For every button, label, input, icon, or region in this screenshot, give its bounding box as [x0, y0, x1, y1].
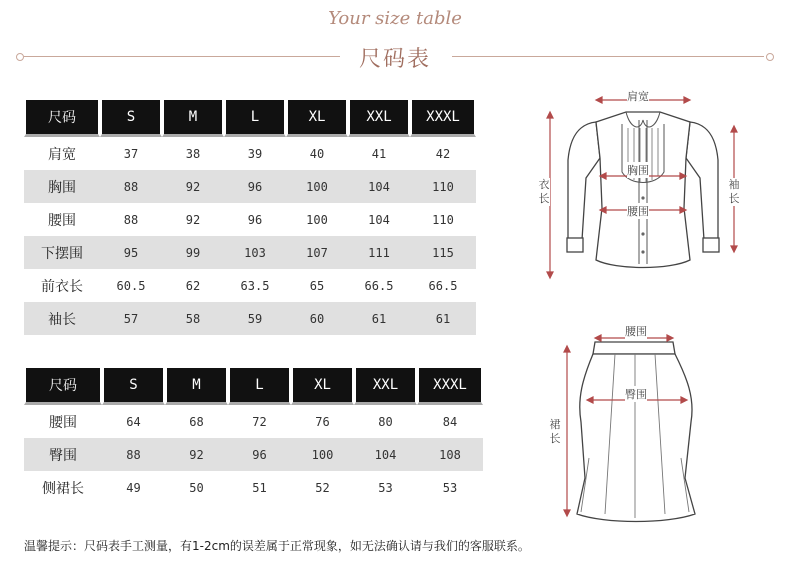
column-header: S: [100, 98, 162, 137]
table-row: [24, 302, 476, 335]
table-cell: 110: [432, 212, 454, 227]
table-cell: 96: [228, 438, 291, 471]
table-cell: 95: [100, 236, 162, 269]
table-cell: 53: [442, 480, 458, 495]
divider-right: [452, 56, 764, 57]
table-cell: 40: [309, 146, 325, 161]
table-cell: 104: [368, 212, 390, 227]
shirt-waist-label: 腰围: [627, 205, 649, 218]
footer-note: 温馨提示：尺码表手工测量，有1-2cm的误差属于正常现象，如无法确认请与我们的客服联系。: [24, 539, 530, 553]
table-cell: 39: [247, 146, 263, 161]
table-cell: 64: [126, 414, 141, 429]
skirt-waistband: [593, 342, 675, 354]
table-cell: 66.5: [364, 278, 394, 293]
table-cell: 76: [315, 414, 330, 429]
table-cell: 96: [224, 170, 286, 203]
skirt-waist-label: 腰围: [625, 325, 647, 338]
table-row: [24, 236, 476, 269]
column-header: L: [228, 366, 291, 405]
table-cell: 92: [185, 212, 201, 227]
divider-left: [24, 56, 340, 57]
table-cell: 68: [189, 414, 204, 429]
shirt-right-cuff: [703, 238, 719, 252]
table-cell: 57: [100, 302, 162, 335]
table-cell: 88: [102, 438, 165, 471]
column-header: XXXL: [417, 366, 483, 405]
page-title: 尺码表: [358, 47, 431, 72]
row-label: 肩宽: [48, 146, 76, 163]
shirt-sleeve-label: 袖长: [728, 178, 740, 205]
row-label: 前衣长: [41, 278, 83, 295]
table-cell: 50: [189, 480, 204, 495]
table-row: [24, 203, 476, 236]
shirt-chest-label: 胸围: [627, 164, 649, 177]
table-cell: 104: [348, 170, 410, 203]
table-header-row: [24, 366, 483, 405]
column-header: 尺码: [24, 366, 102, 405]
table-cell: 61: [348, 302, 410, 335]
table-row: [24, 438, 483, 471]
table-cell: 96: [247, 212, 263, 227]
bottom-size-table: [24, 366, 483, 504]
table-cell: 41: [371, 146, 387, 161]
column-header: S: [102, 366, 165, 405]
table-cell: 42: [435, 146, 451, 161]
table-cell: 88: [100, 170, 162, 203]
table-cell: 108: [417, 438, 483, 471]
table-row: [24, 405, 483, 438]
table-cell: 38: [185, 146, 201, 161]
table-cell: 88: [123, 212, 139, 227]
skirt-body: [577, 354, 695, 522]
row-label: 袖长: [24, 302, 100, 335]
table-cell: 63.5: [240, 278, 270, 293]
skirt-diagram: [545, 318, 705, 528]
table-cell: 60.5: [116, 278, 146, 293]
table-cell: 49: [126, 480, 141, 495]
column-header: L: [224, 98, 286, 137]
table-cell: 80: [378, 414, 393, 429]
top-size-table: [24, 98, 476, 335]
table-cell: 65: [309, 278, 325, 293]
column-header: XXL: [354, 366, 417, 405]
table-cell: 104: [354, 438, 417, 471]
table-header-row: [24, 98, 476, 137]
shirt-body: [596, 112, 690, 268]
table-cell: 58: [162, 302, 224, 335]
table-cell: 61: [410, 302, 476, 335]
table-cell: 92: [165, 438, 228, 471]
skirt-length-label: 裙长: [549, 418, 561, 445]
column-header: 尺码: [24, 98, 100, 137]
column-header: M: [162, 98, 224, 137]
divider-left-ornament: [16, 53, 24, 61]
table-row: [24, 170, 476, 203]
table-cell: 59: [224, 302, 286, 335]
table-cell: 66.5: [428, 278, 458, 293]
table-cell: 51: [252, 480, 267, 495]
table-cell: 52: [315, 480, 330, 495]
shirt-diagram: [530, 88, 760, 288]
row-label: 臀围: [24, 438, 102, 471]
row-label: 下摆围: [24, 236, 100, 269]
table-cell: 107: [286, 236, 348, 269]
table-cell: 37: [123, 146, 139, 161]
shirt-length-label: 衣长: [538, 178, 550, 205]
script-title: Your size table: [328, 8, 462, 29]
skirt-hip-label: 臀围: [625, 388, 647, 401]
divider-right-ornament: [766, 53, 774, 61]
row-label: 腰围: [48, 212, 76, 229]
shirt-left-cuff: [567, 238, 583, 252]
column-header: XXXL: [410, 98, 476, 137]
row-label: 腰围: [49, 414, 77, 431]
table-row: [24, 137, 476, 170]
column-header: M: [165, 366, 228, 405]
table-row: [24, 269, 476, 302]
column-header: XL: [291, 366, 354, 405]
table-cell: 103: [224, 236, 286, 269]
table-cell: 60: [286, 302, 348, 335]
row-label: 侧裙长: [42, 480, 84, 497]
shirt-left-sleeve: [568, 122, 600, 240]
shirt-right-sleeve: [686, 122, 718, 240]
row-label: 胸围: [24, 170, 100, 203]
table-cell: 84: [442, 414, 458, 429]
table-cell: 72: [252, 414, 267, 429]
table-row: [24, 471, 483, 504]
table-cell: 62: [185, 278, 201, 293]
table-cell: 92: [162, 170, 224, 203]
shirt-shoulder-label: 肩宽: [627, 90, 649, 103]
table-cell: 115: [410, 236, 476, 269]
column-header: XXL: [348, 98, 410, 137]
table-cell: 111: [348, 236, 410, 269]
table-cell: 99: [162, 236, 224, 269]
table-cell: 100: [306, 212, 328, 227]
table-cell: 53: [378, 480, 393, 495]
table-cell: 110: [410, 170, 476, 203]
table-cell: 100: [291, 438, 354, 471]
column-header: XL: [286, 98, 348, 137]
table-cell: 100: [286, 170, 348, 203]
